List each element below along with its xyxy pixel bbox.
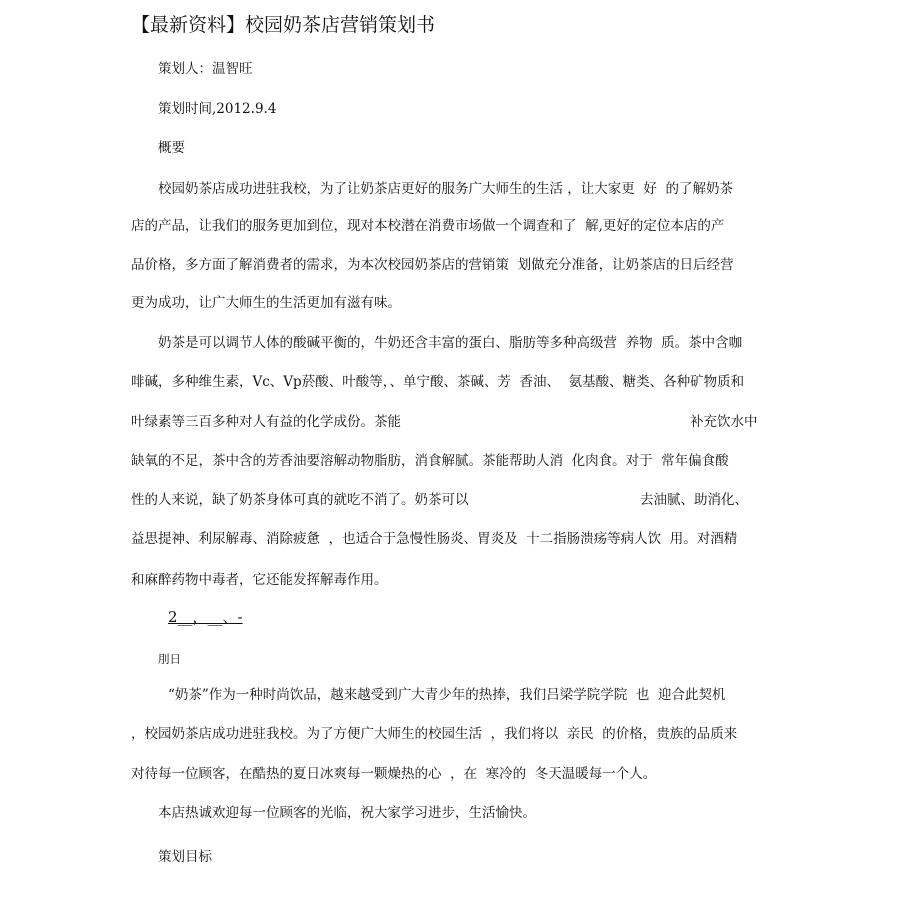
- paragraph-line: 店的产品，让我们的服务更加到位，现对本校潜在消费市场做一个调查和了 解,更好的定位本店的产: [131, 218, 725, 234]
- section-2-subheading: 刖日: [158, 652, 181, 666]
- paragraph-line-right: 去油腻、助消化、: [640, 492, 748, 508]
- paragraph-line: 缺氧的不足，茶中含的芳香油要溶解动物脂肪，消食解腻。茶能帮助人消 化肉食。对于 常年偏食酸: [131, 453, 729, 469]
- paragraph-line: 奶茶是可以调节人体的酸碱平衡的，牛奶还含丰富的蛋白、脂肪等多种高级营 养物 质。茶中含咖: [158, 335, 743, 351]
- paragraph-line: 益思提神、利尿解毒、消除疲惫 ，也适合于急慢性肠炎、胃炎及 十二指肠溃疡等病人饮 用。对酒精: [131, 531, 738, 547]
- paragraph-line: “奶茶”作为一种时尚饮品，越来越受到广大青少年的热捧，我们吕梁学院学院 也 迎合此契机: [168, 687, 726, 703]
- paragraph-line: 更为成功，让广大师生的生活更加有滋有味。: [131, 295, 401, 311]
- goal-heading: 策划目标: [158, 849, 212, 865]
- plan-time-line: 策划时间,2012.9.4: [158, 101, 277, 117]
- doc-title: 【最新资料】校园奶茶店营销策划书: [131, 14, 436, 36]
- paragraph-line-left: 叶绿素等三百多种对人有益的化学成份。茶能: [131, 414, 401, 430]
- paragraph-line: 啡碱，多种维生素，Vc、Vp菸酸、叶酸等，、单宁酸、茶碱、芳 香油、 氨基酸、糖类、各种矿物质和: [131, 374, 745, 390]
- paragraph-line: 和麻醉药物中毒者，它还能发挥解毒作用。: [131, 572, 388, 588]
- planner-line: 策划人：温智旺: [158, 61, 253, 77]
- overview-heading: 概要: [158, 140, 185, 156]
- paragraph-line: ，校园奶茶店成功进驻我校。为了方便广大师生的校园生活 ，我们将以 亲民 的价格，贵族的品质来: [131, 726, 738, 742]
- section-2-heading: 2__，__、-: [168, 608, 243, 626]
- paragraph-line: 校园奶茶店成功进驻我校，为了让奶茶店更好的服务广大师生的生活 ，让大家更 好 的了解奶茶: [158, 181, 733, 197]
- paragraph-line: 对待每一位顾客，在酷热的夏日冰爽每一颗燥热的心 ，在 寒冷的 冬天温暖每一个人。: [131, 766, 657, 782]
- paragraph-line: 本店热诚欢迎每一位顾客的光临，祝大家学习进步，生活愉快。: [158, 805, 536, 821]
- paragraph-line: 品价格，多方面了解消费者的需求，为本次校园奶茶店的营销策 划做充分准备，让奶茶店的日后经营: [131, 257, 734, 273]
- paragraph-line-right: 补充饮水中: [690, 414, 758, 430]
- paragraph-line-left: 性的人来说，缺了奶茶身体可真的就吃不消了。奶茶可以: [131, 492, 469, 508]
